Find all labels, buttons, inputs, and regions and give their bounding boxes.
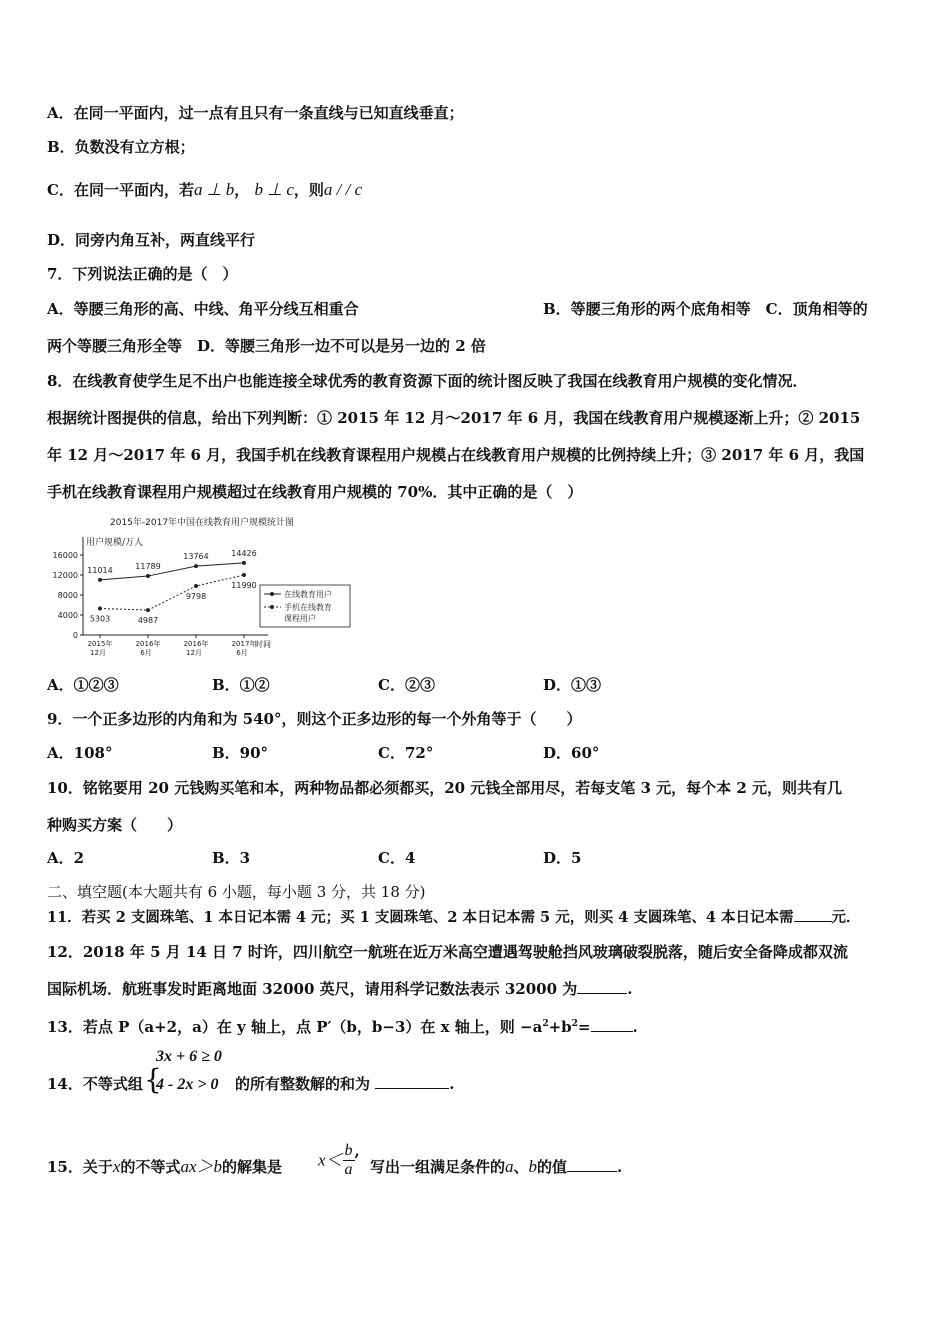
q13-sup2: 2 (571, 1019, 578, 1029)
data-label: 9798 (185, 592, 207, 602)
y-tick-label: 0 (72, 631, 78, 640)
q10-line1: 10．铭铭要用 20 元钱购买笔和本，两种物品都必须都买，20 元钱全部用尽，若每支笔 3 元，每个本 2 元，则共有几 (47, 779, 843, 797)
q11-text: 11．若买 2 支圆珠笔、1 本日记本需 4 元；买 1 支圆珠笔、2 本日记本需 5 元，则买 4 支圆珠笔、4 本日记本需 (47, 909, 794, 926)
q13 (47, 1014, 638, 1037)
y-tick-label: 8000 (57, 591, 78, 600)
chart-title: 2015年-2017年中国在线教育用户规模统计图 (110, 518, 295, 528)
q14-ineq2: 4 - 2x > 0 (156, 1076, 219, 1093)
x-tick-label: 2016年 (183, 640, 209, 648)
q7-line2: 两个等腰三角形全等 D．等腰三角形一边不可以是另一边的 2 倍 (47, 337, 486, 355)
data-point (98, 606, 102, 610)
q8-line1: 8．在线教育使学生足不出户也能连接全球优秀的教育资源下面的统计图反映了我国在线教育用户规模的变化情况． (47, 372, 808, 390)
q15-numerator: b (344, 1142, 353, 1159)
legend-dashed-marker (270, 605, 274, 609)
q9-option-d: D．60° (543, 744, 600, 762)
q13-mid: +b (548, 1018, 572, 1036)
user-scale-line-chart (50, 515, 360, 665)
y-tick-label: 4000 (57, 611, 78, 620)
x-tick-label: 12月 (186, 649, 202, 657)
q6-c-prefix: C．在同一平面内，若 (47, 181, 194, 199)
q13-eq: = (577, 1018, 591, 1036)
q7-option-a: A．等腰三角形的高、中线、角平分线互相重合 (47, 300, 359, 318)
data-label: 11990 (231, 581, 257, 591)
x-tick-label: 2015年 (87, 640, 113, 648)
q13-end: . (632, 1018, 638, 1036)
q10-option-b: B．3 (212, 849, 251, 867)
q8-option-c: C．②③ (378, 676, 435, 694)
legend-online-users: 在线教育用户 (284, 590, 332, 599)
q12-text: 国际机场．航班事发时距离地面 32000 英尺，请用科学记数法表示 32000 为 (47, 980, 578, 998)
q13-blank (591, 1017, 633, 1032)
q15-ineq: ax＞b (180, 1157, 222, 1176)
q6-option-a: A．在同一平面内，过一点有且只有一条直线与已知直线垂直； (47, 104, 464, 122)
data-point (146, 608, 150, 612)
q14-suffix: 的所有整数解的和为 (235, 1075, 371, 1093)
q15-x: x (112, 1157, 121, 1176)
data-label: 4987 (137, 616, 159, 626)
q6-c-then: ，则 (293, 181, 324, 199)
q8-option-b: B．①② (212, 676, 270, 694)
q6-c-math1: a ⊥ b (193, 180, 235, 199)
chart-xlabel: 时间 (255, 640, 271, 649)
q9-stem: 9．一个正多边形的内角和为 540°，则这个正多边形的每一个外角等于（ ） (47, 710, 582, 728)
q8-option-a: A．①②③ (47, 676, 119, 694)
legend-mobile-users-1: 手机在线教育 (284, 603, 332, 612)
q8-option-d: D．①③ (543, 676, 602, 694)
data-point (194, 564, 198, 568)
q15-b: b (528, 1157, 538, 1176)
q15-a: a (505, 1157, 514, 1176)
q11-blank (794, 907, 832, 922)
data-point (98, 578, 102, 582)
q12-blank (577, 979, 627, 994)
data-point (194, 584, 198, 588)
q14-ineq1: 3x + 6 ≥ 0 (156, 1048, 222, 1065)
data-label: 11789 (135, 562, 161, 572)
data-label: 14426 (231, 548, 257, 558)
q6-c-math2: b ⊥ c (254, 180, 294, 199)
q12-end: . (627, 980, 633, 998)
chart-ylabel: 用户规模/万人 (86, 538, 144, 548)
q15-solution (318, 1142, 360, 1179)
q15-t1: 的不等式 (120, 1158, 181, 1176)
q12-line1: 12．2018 年 5 月 14 日 7 时许，四川航空一航班在近万米高空遭遇驾驶舱挡风玻璃破裂脱落，随后安全备降成都双流 (47, 943, 848, 961)
series-line-mobile-users (100, 575, 244, 610)
q14-brace: { (144, 1063, 162, 1096)
x-tick-label: 2017年 (231, 640, 257, 648)
q10-line2: 种购买方案（ ） (47, 816, 183, 834)
q15-prefix: 15．关于 (47, 1158, 113, 1176)
data-label: 5303 (89, 614, 111, 624)
x-tick-label: 6月 (236, 649, 248, 657)
q15-sol-lhs: x＜ (318, 1150, 343, 1170)
q10-option-c: C．4 (378, 849, 416, 867)
q15-sep: 、 (513, 1158, 529, 1176)
q15-t2: 的解集是 (221, 1158, 282, 1176)
q15-t4: 的值 (537, 1158, 568, 1176)
x-tick-label: 2016年 (135, 640, 161, 648)
q14-prefix: 14．不等式组 (47, 1075, 143, 1093)
data-point (242, 561, 246, 565)
q6-option-b: B．负数没有立方根； (47, 138, 195, 156)
q15-end: . (617, 1158, 623, 1176)
y-tick-label: 12000 (52, 571, 78, 580)
q10-option-a: A．2 (47, 849, 85, 867)
q15-blank (567, 1157, 617, 1172)
q15-part2 (370, 1157, 622, 1177)
q8-line3: 年 12 月～2017 年 6 月，我国手机在线教育课程用户规模占在线教育用户规模的比例持续上升；③ 2017 年 6 月，我国 (47, 446, 865, 464)
x-tick-label: 12月 (90, 649, 106, 657)
q11 (47, 907, 861, 928)
q6-option-c (47, 180, 362, 200)
section-2-heading: 二、填空题(本大题共有 6 小题，每小题 3 分，共 18 分) (47, 883, 426, 901)
q12-line2 (47, 979, 633, 999)
legend-solid-marker (270, 592, 274, 596)
q9-option-b: B．90° (212, 744, 269, 762)
q15-comma: , (354, 1142, 360, 1160)
q10-option-d: D．5 (543, 849, 582, 867)
x-tick-label: 6月 (140, 649, 152, 657)
q8-line4: 手机在线教育课程用户规模超过在线教育用户规模的 70%．其中正确的是（ ） (47, 483, 583, 501)
data-point (146, 574, 150, 578)
q6-option-d: D．同旁内角互补，两直线平行 (47, 231, 256, 249)
q9-option-a: A．108° (47, 744, 113, 762)
legend-mobile-users-2: 课程用户 (284, 614, 316, 623)
data-label: 13764 (183, 552, 209, 562)
q14-blank (375, 1074, 449, 1089)
q7-option-bc: B．等腰三角形的两个底角相等 C．顶角相等的 (543, 300, 868, 318)
data-point (242, 573, 246, 577)
q15-denominator: a (344, 1161, 353, 1178)
q15-fraction (343, 1142, 355, 1179)
q8-line2: 根据统计图提供的信息，给出下列判断：① 2015 年 12 月～2017 年 6 月，我国在线教育用户规模逐渐上升；② 2015 (47, 409, 861, 427)
series-line-online-users (100, 563, 244, 580)
q14-suffix-line (235, 1074, 454, 1094)
q15-part1 (47, 1157, 282, 1177)
q14-end: . (449, 1075, 455, 1093)
q11-end: 元． (831, 909, 861, 926)
q13-text: 13．若点 P（a+2，a）在 y 轴上，点 P′（b，b−3）在 x 轴上，则 −a (47, 1018, 543, 1036)
q6-c-math3: a / / c (323, 180, 363, 199)
y-tick-label: 16000 (52, 551, 78, 560)
q13-sup1: 2 (542, 1019, 549, 1029)
data-label: 11014 (87, 565, 113, 575)
q6-c-comma: ， (234, 181, 250, 199)
q9-option-c: C．72° (378, 744, 434, 762)
q7-stem: 7．下列说法正确的是（ ） (47, 265, 238, 283)
q15-t3: 写出一组满足条件的 (370, 1158, 506, 1176)
